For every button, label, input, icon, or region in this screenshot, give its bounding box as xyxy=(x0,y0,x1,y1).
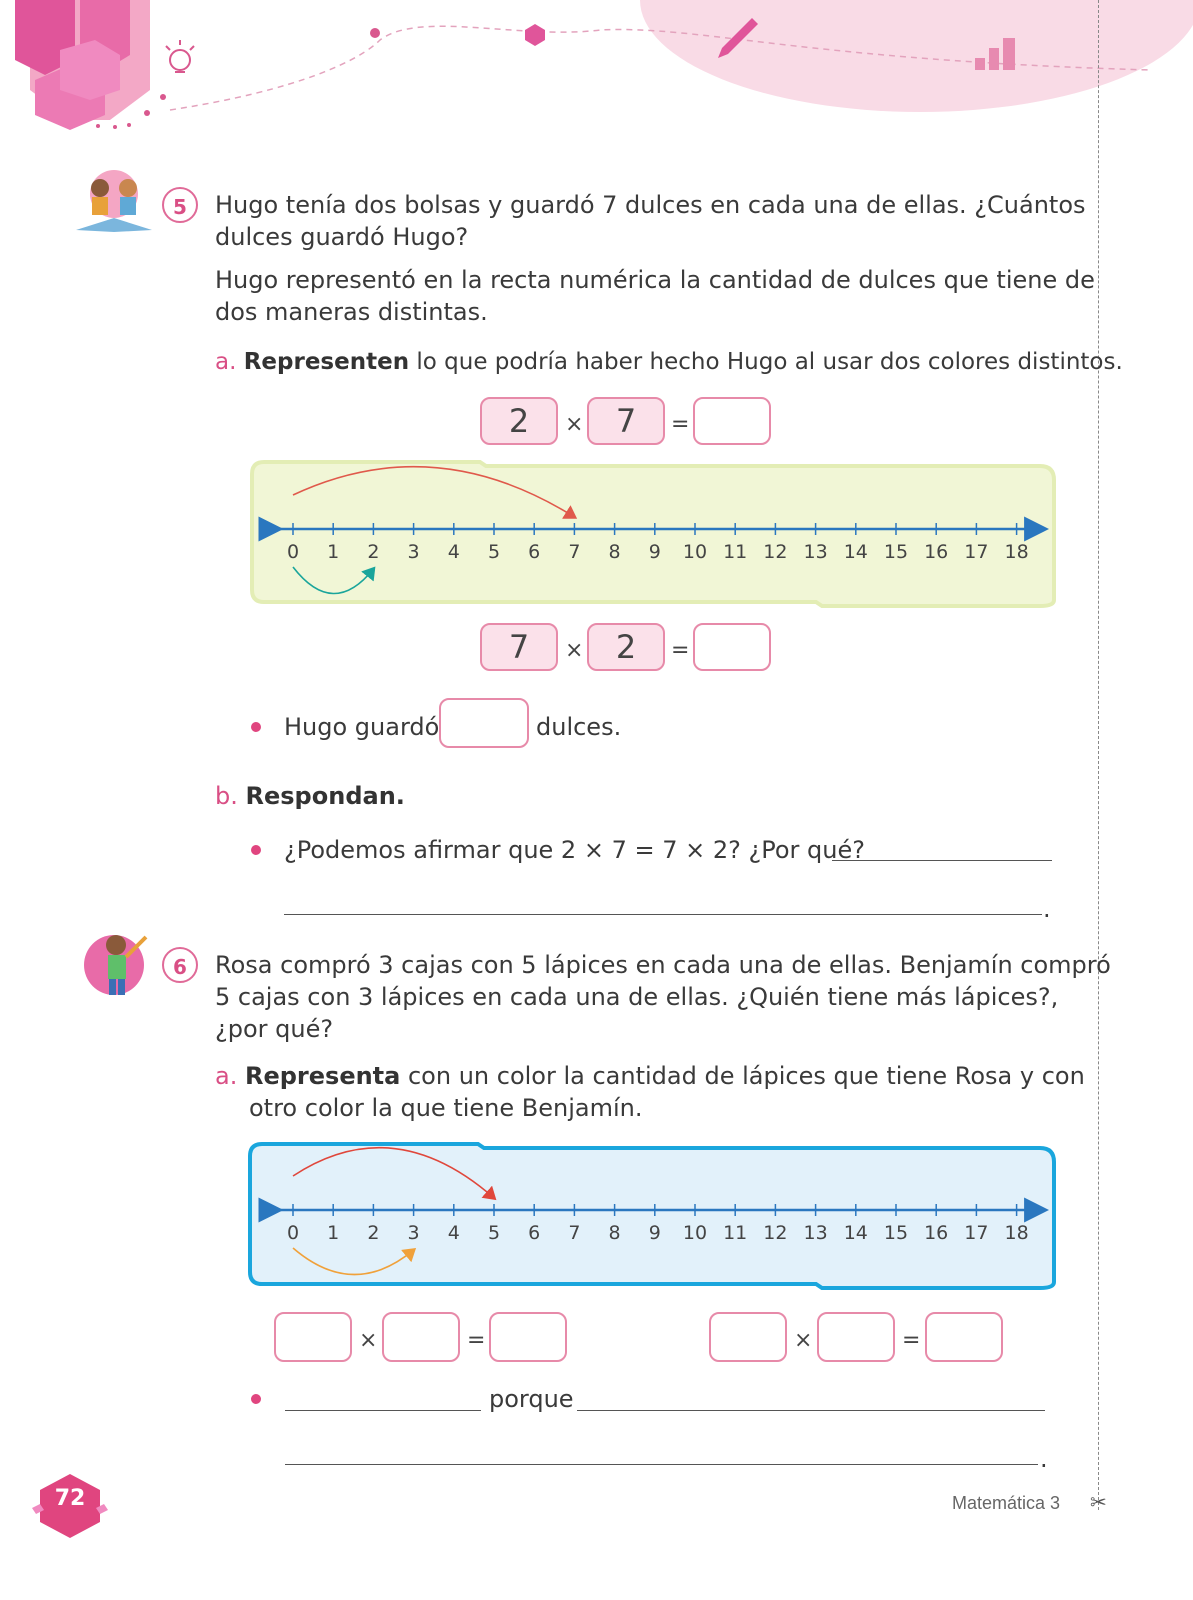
number-line-panel xyxy=(250,1144,1054,1288)
answer-line[interactable] xyxy=(832,860,1052,861)
eq2-right-box: 2 xyxy=(587,623,665,671)
tick-label: 13 xyxy=(803,541,828,563)
tick-label: 8 xyxy=(608,1222,621,1244)
eq3-answer-box[interactable] xyxy=(489,1312,567,1362)
q5a-bold: Representen xyxy=(243,349,410,375)
tick-label: 8 xyxy=(608,541,621,563)
answer-line[interactable] xyxy=(285,1410,481,1411)
tick-label: 18 xyxy=(1004,1222,1029,1244)
tick-label: 1 xyxy=(327,541,340,563)
q6-text-line3: ¿por qué? xyxy=(215,1015,334,1043)
tick-label: 9 xyxy=(648,541,661,563)
tick-label: 10 xyxy=(682,541,708,563)
bulb-icon xyxy=(166,40,194,72)
boy-with-pencil-icon xyxy=(84,927,154,999)
eq1-times: × xyxy=(565,412,584,437)
q5-text-line1: Hugo tenía dos bolsas y guardó 7 dulces en cada una de ellas. ¿Cuántos xyxy=(215,191,1086,219)
because-label: porque xyxy=(489,1385,574,1413)
q6-text-line2: 5 cajas con 3 lápices en cada una de ellas. ¿Quién tiene más lápices?, xyxy=(215,983,1059,1011)
tick-label: 6 xyxy=(528,541,541,563)
q5b-bold: Respondan. xyxy=(245,782,405,810)
tick-label: 0 xyxy=(286,1222,300,1244)
tick-label: 11 xyxy=(723,1222,748,1244)
eq4-answer-box[interactable] xyxy=(925,1312,1003,1362)
q5-text-line2: dulces guardó Hugo? xyxy=(215,223,469,251)
q5-text-line4: dos maneras distintas. xyxy=(215,298,488,326)
eq3-times: × xyxy=(359,1328,378,1353)
tick-label: 16 xyxy=(924,1222,949,1244)
eq2-equals: = xyxy=(671,638,690,663)
q6a-rest: con un color la cantidad de lápices que tiene Rosa y con xyxy=(400,1062,1085,1090)
tick-label: 3 xyxy=(407,1222,420,1244)
tick-label: 7 xyxy=(568,1222,581,1244)
bullet xyxy=(251,722,261,732)
q6a-instruction-line1 xyxy=(215,1060,1085,1092)
tick-label: 6 xyxy=(528,1222,541,1244)
answer-suffix: dulces. xyxy=(536,713,622,741)
q6a-instruction-line2: otro color la que tiene Benjamín. xyxy=(249,1094,643,1122)
eq1-answer-box[interactable] xyxy=(693,397,771,445)
number-line-1[interactable] xyxy=(250,458,1058,608)
period: . xyxy=(1043,895,1051,923)
page-number: 72 xyxy=(54,1486,86,1511)
children-reading-icon xyxy=(74,168,154,234)
tick-label: 12 xyxy=(763,541,788,563)
scissors-icon: ✂ xyxy=(1090,1490,1107,1514)
q5b-instruction xyxy=(215,780,405,812)
footer-title: Matemática 3 xyxy=(952,1493,1061,1513)
q5-text-line3: Hugo representó en la recta numérica la cantidad de dulces que tiene de xyxy=(215,266,1095,294)
number-line-2[interactable] xyxy=(248,1140,1058,1292)
tick-label: 14 xyxy=(843,541,868,563)
tick-label: 3 xyxy=(407,541,420,563)
tick-label: 17 xyxy=(964,1222,989,1244)
eq1-right-box: 7 xyxy=(587,397,665,445)
q6-text-line1: Rosa compró 3 cajas con 5 lápices en cada una de ellas. Benjamín compró xyxy=(215,951,1111,979)
eq4-times: × xyxy=(794,1328,813,1353)
tick-label: 4 xyxy=(447,541,460,563)
answer-line[interactable] xyxy=(577,1410,1045,1411)
q5a-rest: lo que podría haber hecho Hugo al usar dos colores distintos. xyxy=(409,349,1123,375)
tick-label: 16 xyxy=(924,541,949,563)
tick-label: 14 xyxy=(843,1222,868,1244)
eq1-left-box: 2 xyxy=(480,397,558,445)
question-number-6: 6 xyxy=(162,947,198,983)
tick-label: 11 xyxy=(723,541,748,563)
tick-label: 4 xyxy=(447,1222,460,1244)
q5a-instruction xyxy=(215,346,1123,378)
q6a-bold: Representa xyxy=(244,1062,401,1090)
eq2-times: × xyxy=(565,638,584,663)
cut-line xyxy=(1098,0,1099,1510)
eq3-left-box[interactable] xyxy=(274,1312,352,1362)
eq2-answer-box[interactable] xyxy=(693,623,771,671)
q5b-letter: b. xyxy=(215,782,238,810)
tick-label: 2 xyxy=(367,1222,380,1244)
tick-label: 0 xyxy=(286,541,300,563)
answer-prefix: Hugo guardó xyxy=(284,713,440,741)
number-line-panel xyxy=(252,462,1054,606)
tick-label: 1 xyxy=(327,1222,340,1244)
period: . xyxy=(1040,1445,1048,1473)
bullet xyxy=(251,1394,261,1404)
eq4-right-box[interactable] xyxy=(817,1312,895,1362)
answer-line[interactable] xyxy=(285,1464,1038,1465)
tick-label: 12 xyxy=(763,1222,788,1244)
q5a-letter: a. xyxy=(215,349,237,375)
question-number-5: 5 xyxy=(162,187,198,223)
eq3-right-box[interactable] xyxy=(382,1312,460,1362)
candies-answer-box[interactable] xyxy=(439,698,529,748)
tick-label: 5 xyxy=(487,541,501,563)
answer-line[interactable] xyxy=(284,914,1042,915)
tick-label: 18 xyxy=(1004,541,1029,563)
bullet xyxy=(251,845,261,855)
eq2-left-box: 7 xyxy=(480,623,558,671)
tick-label: 13 xyxy=(803,1222,828,1244)
tick-label: 5 xyxy=(487,1222,501,1244)
eq4-equals: = xyxy=(902,1328,921,1353)
tick-label: 2 xyxy=(367,541,380,563)
eq4-left-box[interactable] xyxy=(709,1312,787,1362)
tick-label: 15 xyxy=(883,1222,909,1244)
tick-label: 15 xyxy=(883,541,909,563)
tick-label: 7 xyxy=(568,541,581,563)
eq3-equals: = xyxy=(467,1328,486,1353)
tick-label: 9 xyxy=(648,1222,661,1244)
header-decoration xyxy=(0,0,1193,150)
q6a-letter: a. xyxy=(215,1062,238,1090)
tick-label: 17 xyxy=(964,541,989,563)
eq1-equals: = xyxy=(671,412,690,437)
q5b-question: ¿Podemos afirmar que 2 × 7 = 7 × 2? ¿Por qué? xyxy=(284,836,865,864)
tick-label: 10 xyxy=(682,1222,708,1244)
